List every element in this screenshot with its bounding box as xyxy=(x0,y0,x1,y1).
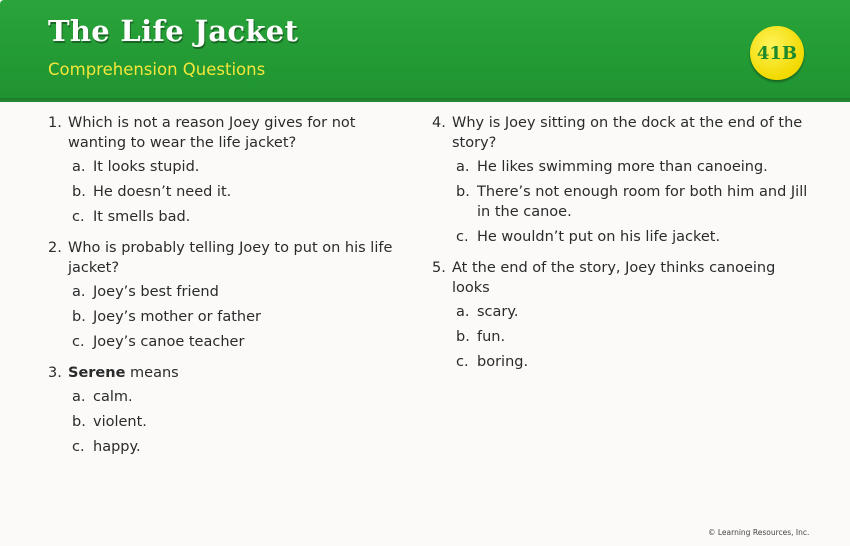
question-text: At the end of the story, Joey thinks canoeing looks xyxy=(452,260,776,296)
option-letter: c. xyxy=(72,209,85,225)
right-column xyxy=(432,113,812,377)
option-letter: b. xyxy=(72,184,86,200)
option-letter: a. xyxy=(72,284,86,300)
option-text: violent. xyxy=(93,414,147,430)
card-subtitle: Comprehension Questions xyxy=(48,60,266,79)
option-3a xyxy=(48,387,408,407)
vocabulary-word: Serene xyxy=(68,365,126,381)
option-text: calm. xyxy=(93,389,133,405)
option-letter: c. xyxy=(72,334,85,350)
question-number: 2. xyxy=(48,240,62,256)
option-text: There’s not enough room for both him and Jill in the canoe. xyxy=(477,184,808,220)
left-column xyxy=(48,113,408,462)
question-number: 3. xyxy=(48,365,62,381)
option-5b xyxy=(432,327,812,347)
question-3 xyxy=(48,363,408,383)
question-text xyxy=(68,363,408,383)
option-5c xyxy=(432,352,812,372)
question-2 xyxy=(48,238,408,278)
question-5-options xyxy=(432,302,812,372)
header-divider xyxy=(0,98,850,102)
option-text: Joey’s mother or father xyxy=(93,309,261,325)
option-2a xyxy=(48,282,408,302)
question-3-options xyxy=(48,387,408,457)
option-letter: b. xyxy=(72,309,86,325)
option-4c xyxy=(432,227,812,247)
option-text: He wouldn’t put on his life jacket. xyxy=(477,229,721,245)
copyright-notice: © Learning Resources, Inc. xyxy=(708,528,810,537)
option-letter: c. xyxy=(72,439,85,455)
card-title: The Life Jacket xyxy=(48,14,299,48)
card-number-badge xyxy=(750,26,804,80)
option-3b xyxy=(48,412,408,432)
option-text: Joey’s best friend xyxy=(93,284,219,300)
question-1-options xyxy=(48,157,408,227)
option-1c xyxy=(48,207,408,227)
option-text: It looks stupid. xyxy=(93,159,200,175)
option-letter: b. xyxy=(72,414,86,430)
option-letter: c. xyxy=(456,229,469,245)
question-4 xyxy=(432,113,812,153)
option-text: boring. xyxy=(477,354,529,370)
option-letter: a. xyxy=(456,304,470,320)
option-letter: b. xyxy=(456,184,470,200)
option-text: It smells bad. xyxy=(93,209,191,225)
question-2-options xyxy=(48,282,408,352)
question-4-options xyxy=(432,157,812,247)
question-number: 5. xyxy=(432,260,446,276)
question-5 xyxy=(432,258,812,298)
option-letter: a. xyxy=(72,389,86,405)
question-text: Why is Joey sitting on the dock at the end of the story? xyxy=(452,115,803,151)
option-text: happy. xyxy=(93,439,141,455)
option-2c xyxy=(48,332,408,352)
header-banner xyxy=(0,0,850,101)
option-1b xyxy=(48,182,408,202)
option-text: He likes swimming more than canoeing. xyxy=(477,159,768,175)
option-letter: a. xyxy=(456,159,470,175)
option-4b xyxy=(432,182,812,222)
option-text: Joey’s canoe teacher xyxy=(93,334,245,350)
question-text: Who is probably telling Joey to put on his life jacket? xyxy=(68,240,393,276)
question-1 xyxy=(48,113,408,153)
option-5a xyxy=(432,302,812,322)
option-letter: b. xyxy=(456,329,470,345)
option-letter: c. xyxy=(456,354,469,370)
option-2b xyxy=(48,307,408,327)
option-4a xyxy=(432,157,812,177)
question-number: 4. xyxy=(432,115,446,131)
option-text: scary. xyxy=(477,304,519,320)
question-number: 1. xyxy=(48,115,62,131)
question-text-rest: means xyxy=(125,365,179,381)
option-text: fun. xyxy=(477,329,506,345)
option-1a xyxy=(48,157,408,177)
option-letter: a. xyxy=(72,159,86,175)
option-text: He doesn’t need it. xyxy=(93,184,232,200)
option-3c xyxy=(48,437,408,457)
badge-label: 41B xyxy=(756,42,798,64)
question-text: Which is not a reason Joey gives for not wanting to wear the life jacket? xyxy=(68,115,356,151)
